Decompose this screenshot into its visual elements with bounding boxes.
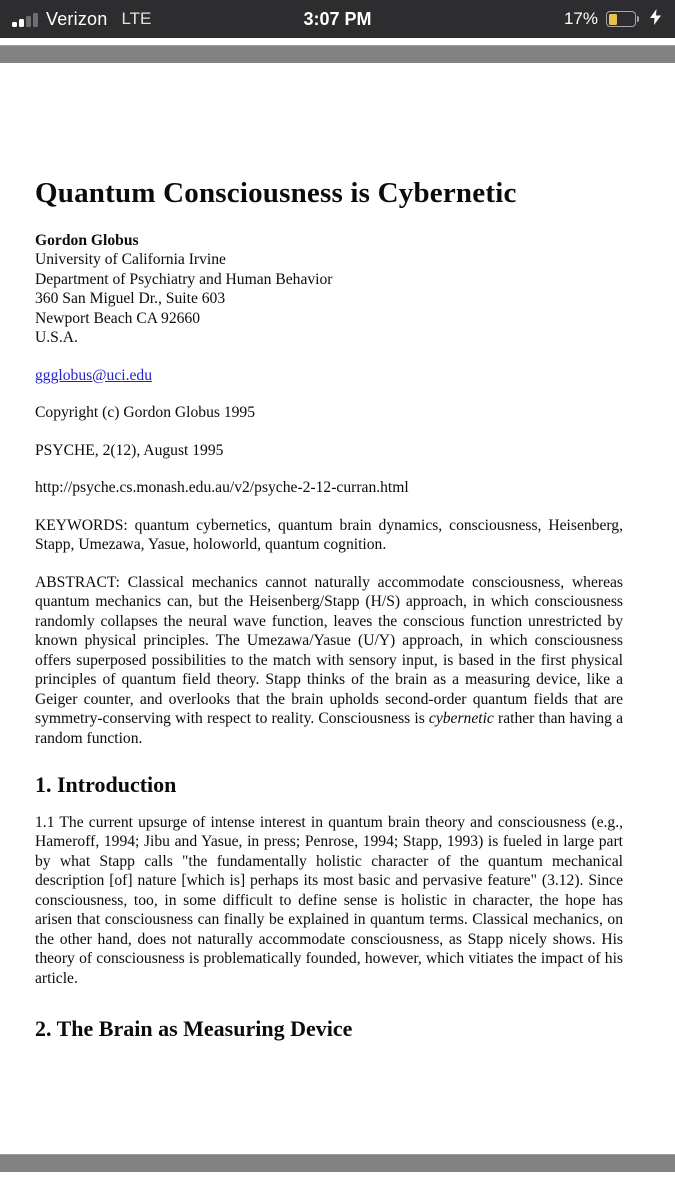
status-bar-left xyxy=(12,9,151,30)
affiliation-line: 360 San Miguel Dr., Suite 603 xyxy=(35,290,226,307)
author-block xyxy=(35,231,623,348)
status-bar-right xyxy=(564,9,661,30)
cellular-signal-icon xyxy=(12,12,38,27)
section-heading-introduction: 1. Introduction xyxy=(35,772,177,797)
email-row xyxy=(35,366,623,386)
affiliation-line: University of California Irvine xyxy=(35,251,226,268)
author-name: Gordon Globus xyxy=(35,231,139,249)
page-title: Quantum Consciousness is Cybernetic xyxy=(35,177,517,209)
abstract-paragraph xyxy=(35,573,623,749)
abstract-text: rather than having a random function. xyxy=(35,710,623,747)
battery-percent-label: 17% xyxy=(563,9,598,28)
copyright-line: Copyright (c) Gordon Globus 1995 xyxy=(35,404,256,421)
abstract-text: ABSTRACT: Classical mechanics cannot naturally accommodate consciousness, whereas quantum mechanics can, but the Heisenberg/Stapp (H/S) approach, in which consciousness randomly collapses the neural wave function, leaves the conscious function unrestricted by known physical principles. The Umezawa/Yasue (U/Y) approach, in which consciousness offers superposed possibilities to the match with sensory input, is based in the first physical principles of quantum field theory. Stapp thinks of the brain as a measuring device, like a Geiger counter, and overlooks that the brain upholds second-order quantum fields that are symmetry-conserving with respect to reality. Consciousness is xyxy=(35,573,623,727)
affiliation-line: U.S.A. xyxy=(35,329,78,346)
url-line: http://psyche.cs.monash.edu.au/v2/psyche-2-12-curran.html xyxy=(35,479,409,496)
document-page xyxy=(0,63,675,1154)
status-bar xyxy=(0,0,675,38)
email-link[interactable]: ggglobus@uci.edu xyxy=(35,366,153,384)
keywords-paragraph: KEYWORDS: quantum cybernetics, quantum brain dynamics, consciousness, Heisenberg, Stapp, Umezawa, Yasue, holoworld, quantum cognition. xyxy=(35,516,623,553)
charging-bolt-icon xyxy=(650,9,661,30)
carrier-label: Verizon xyxy=(46,8,108,29)
bottom-divider-bar xyxy=(0,1154,675,1172)
top-divider-bar xyxy=(0,45,675,63)
network-type-label: LTE xyxy=(121,9,152,28)
clock-label: 3:07 PM xyxy=(303,8,372,29)
journal-line: PSYCHE, 2(12), August 1995 xyxy=(35,441,224,459)
affiliation-line: Newport Beach CA 92660 xyxy=(35,309,201,327)
introduction-paragraph: 1.1 The current upsurge of intense interest in quantum brain theory and consciousness (e.g., Hameroff, 1994; Jibu and Yasue, in press; Penrose, 1994; Stapp, 1993) is fueled in large part by what Stapp calls "the fundamentally holistic character of the quantum mechanical description [of] nature [which is] perhaps its most basic and pervasive feature" (3.12). Since consciousness, too, in some difficult to define sense is holistic in character, the hope has arisen that consciousness can finally be explained in quantum terms. Classical mechanics, on the other hand, does not naturally accommodate consciousness, as Stapp nicely shows. His theory of consciousness is problematically founded, however, which vitiates the impact of his article. xyxy=(35,813,623,987)
section-heading-brain-measuring-device: 2. The Brain as Measuring Device xyxy=(35,1016,353,1041)
abstract-italic-word: cybernetic xyxy=(428,710,494,727)
affiliation-line: Department of Psychiatry and Human Behavior xyxy=(35,270,333,288)
battery-icon xyxy=(606,11,640,27)
